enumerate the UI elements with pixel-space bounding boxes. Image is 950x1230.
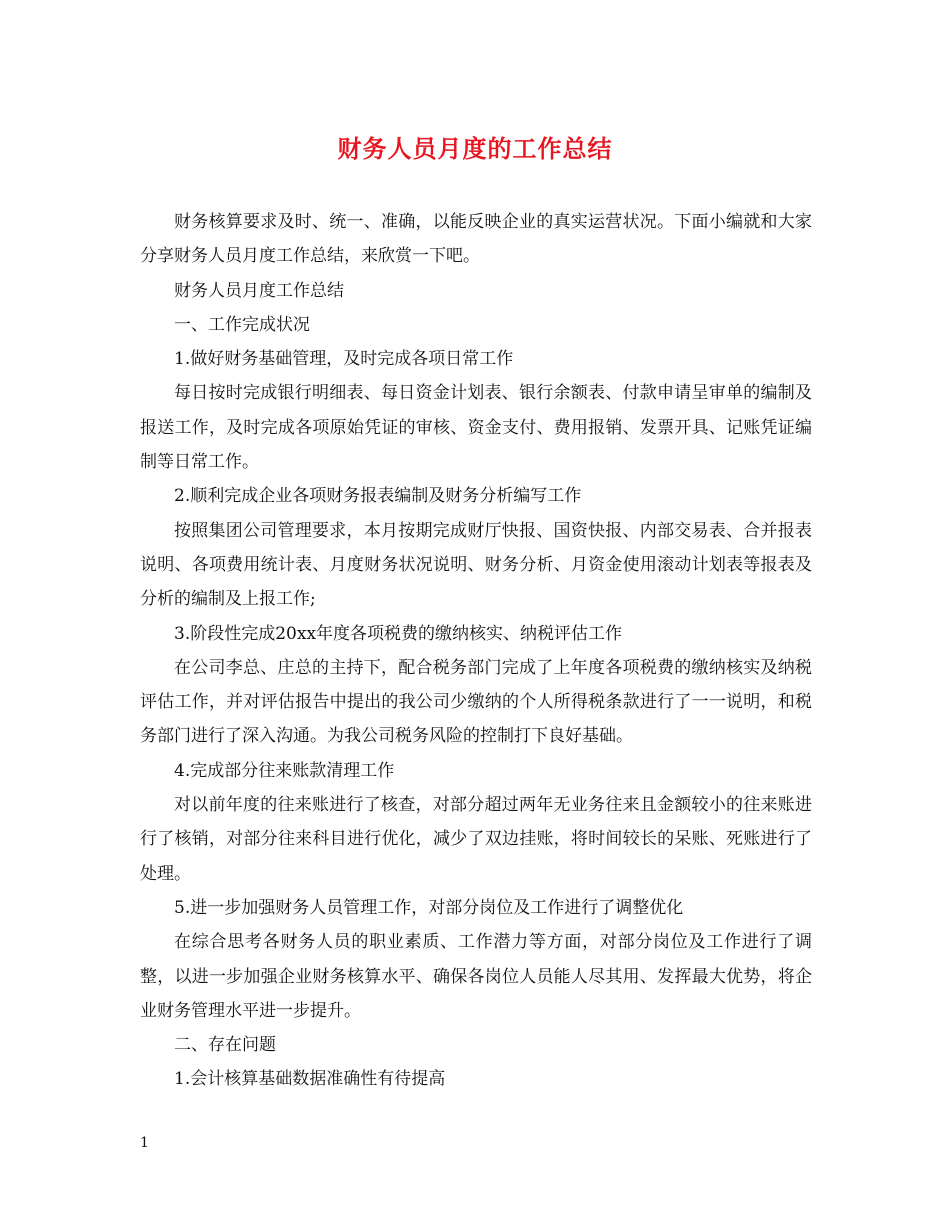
item-heading: 1.会计核算基础数据准确性有待提高 <box>174 1069 446 1090</box>
section-heading: 二、存在问题 <box>174 1035 276 1056</box>
paragraph: 按照集团公司管理要求，本月按期完成财厅快报、国资快报、内部交易表、合并报表说明、各项费用统计表、月度财务状况说明、财务分析、月资金使用滚动计划表等报表及分析的编制及上报工作; <box>140 520 812 610</box>
paragraph: 在综合思考各财务人员的职业素质、工作潜力等方面，对部分岗位及工作进行了调整，以进一步加强企业财务核算水平、确保各岗位人员能人尽其用、发挥最大优势，将企业财务管理水平进一步提升。 <box>140 932 812 1021</box>
page-number: 1 <box>140 1135 149 1151</box>
item-heading: 3.阶段性完成20xx年度各项税费的缴纳核实、纳税评估工作 <box>174 623 623 644</box>
section-heading: 一、工作完成状况 <box>174 314 310 335</box>
item-heading: 5.进一步加强财务人员管理工作，对部分岗位及工作进行了调整优化 <box>174 897 684 918</box>
paragraph: 在公司李总、庄总的主持下，配合税务部门完成了上年度各项税费的缴纳核实及纳税评估工作，并对评估报告中提出的我公司少缴纳的个人所得税条款进行了一一说明，和税务部门进行了深入沟通。为我公司税务风险的控制打下良好基础。 <box>140 657 812 747</box>
paragraph: 对以前年度的往来账进行了核查，对部分超过两年无业务往来且金额较小的往来账进行了核销，对部分往来科目进行优化，减少了双边挂账，将时间较长的呆账、死账进行了处理。 <box>140 795 812 884</box>
paragraph: 财务人员月度工作总结 <box>174 280 344 301</box>
item-heading: 4.完成部分往来账款清理工作 <box>174 760 395 781</box>
item-heading: 1.做好财务基础管理，及时完成各项日常工作 <box>174 349 514 370</box>
paragraph: 财务核算要求及时、统一、准确，以能反映企业的真实运营状况。下面小编就和大家分享财务人员月度工作总结，来欣赏一下吧。 <box>140 212 812 267</box>
document-body <box>140 205 812 1097</box>
document-title: 财务人员月度的工作总结 <box>337 134 613 163</box>
item-heading: 2.顺利完成企业各项财务报表编制及财务分析编写工作 <box>174 486 582 507</box>
paragraph: 每日按时完成银行明细表、每日资金计划表、银行余额表、付款申请呈审单的编制及报送工作，及时完成各项原始凭证的审核、资金支付、费用报销、发票开具、记账凭证编制等日常工作。 <box>140 383 812 473</box>
